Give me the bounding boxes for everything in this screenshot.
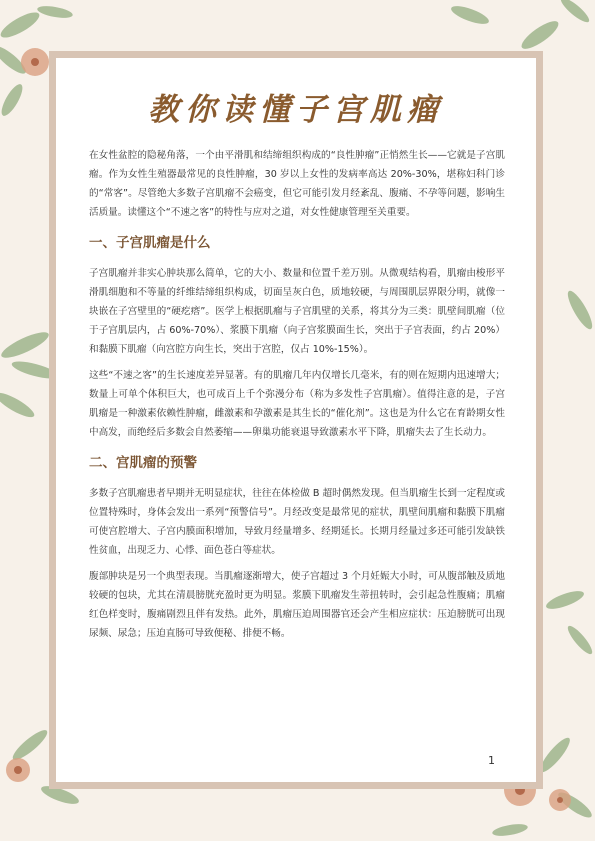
page-title: 教你读懂子宫肌瘤 bbox=[148, 92, 444, 128]
section2-paragraph-2: 腹部肿块是另一个典型表现。当肌瘤逐渐增大，使子宫超过 3 个月妊娠大小时，可从腹部触及质地较硬的包块，尤其在清晨膀胱充盈时更为明显。浆膜下肌瘤发生蒂扭转时，会引起急性腹痛；肌瘤红色样变时，腹痛剧烈且伴有发热。此外，肌瘤压迫周围器官还会产生相应症状：压迫膀胱可出现尿频、尿急；压迫直肠可导致便秘、排便不畅。 bbox=[89, 571, 505, 639]
section-heading-2: 二、宫肌瘤的预警 bbox=[89, 455, 197, 471]
article-body bbox=[89, 146, 505, 650]
section2-paragraph-1: 多数子宫肌瘤患者早期并无明显症状，往往在体检做 B 超时偶然发现。但当肌瘤生长到一定程度或位置特殊时，身体会发出一系列“预警信号”。月经改变是最常见的症状，肌壁间肌瘤和黏膜下肌瘤可使宫腔增大、子宫内膜面积增加，导致月经量增多、经期延长。长期月经量过多还可能引发缺铁性贫血，出现乏力、心悸、面色苍白等症状。 bbox=[89, 488, 505, 556]
section1-paragraph-1: 子宫肌瘤并非实心肿块那么简单，它的大小、数量和位置千差万别。从微观结构看，肌瘤由梭形平滑肌细胞和不等量的纤维结缔组织构成，切面呈灰白色，质地较硬，与周围肌层界限分明，就像一块嵌在子宫壁里的“硬疙瘩”。医学上根据肌瘤与子宫肌壁的关系，将其分为三类：肌壁间肌瘤（位于子宫肌层内，占 60%-70%）、浆膜下肌瘤（向子宫浆膜面生长，突出于子宫表面，约占 20%）和黏膜下肌瘤（向宫腔方向生长，突出于宫腔，仅占 10%-15%）。 bbox=[89, 268, 505, 355]
section1-paragraph-2: 这些“不速之客”的生长速度差异显著。有的肌瘤几年内仅增长几毫米，有的则在短期内迅速增大；数量上可单个体积巨大，也可成百上千个弥漫分布（称为多发性子宫肌瘤）。值得注意的是，子宫肌瘤是一种激素依赖性肿瘤，雌激素和孕激素是其生长的“催化剂”。这也是为什么它在育龄期女性中高发，而绝经后多数会自然萎缩——卵巢功能衰退导致激素水平下降，肌瘤失去了生长动力。 bbox=[89, 370, 505, 438]
page-number: 1 bbox=[488, 754, 495, 767]
section-heading-1: 一、子宫肌瘤是什么 bbox=[89, 235, 211, 251]
intro-paragraph: 在女性盆腔的隐秘角落，一个由平滑肌和结缔组织构成的“良性肿瘤”正悄然生长——它就是子宫肌瘤。作为女性生殖器最常见的良性肿瘤，30 岁以上女性的发病率高达 20%-30%，堪称妇科门诊的“常客”。尽管绝大多数子宫肌瘤不会癌变，但它可能引发月经紊乱、腹痛、不孕等问题，影响生活质量。读懂这个“不速之客”的特性与应对之道，对女性健康管理至关重要。 bbox=[89, 150, 505, 218]
